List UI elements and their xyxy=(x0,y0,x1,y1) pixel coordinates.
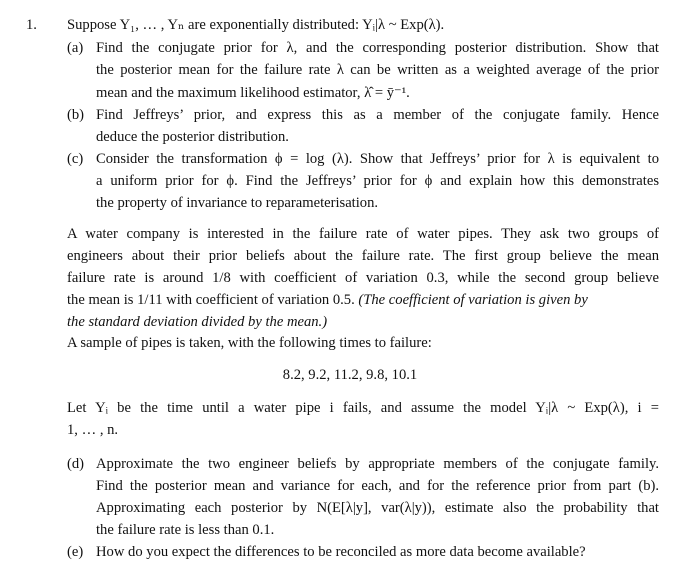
part-c-line-3: the property of invariance to reparameterisation. xyxy=(96,195,379,211)
paragraph-line-4-text: the mean is 1/11 with coefficient of variation 0.5. xyxy=(67,292,355,308)
sample-line: A sample of pipes is taken, with the following times to failure: xyxy=(67,335,432,351)
data-values: 8.2, 9.2, 11.2, 9.8, 10.1 xyxy=(282,367,418,383)
paragraph-italic-line: the standard deviation divided by the mean.) xyxy=(67,314,328,330)
part-c-line-1: Consider the transformation ϕ = log (λ). Show that Jeffreys’ prior for λ is equivalent to xyxy=(96,151,659,167)
paragraph-line-2: engineers about their prior beliefs about the failure rate. The first group believe the mean xyxy=(67,248,659,264)
part-a-line-3: mean and the maximum likelihood estimator, λ̂ = ȳ⁻¹. xyxy=(96,85,410,101)
part-b-line-2: deduce the posterior distribution. xyxy=(96,129,289,145)
part-d-line-4: the failure rate is less than 0.1. xyxy=(96,522,275,538)
part-b-label: (b) xyxy=(67,107,85,123)
part-a-line-1: Find the conjugate prior for λ, and the corresponding posterior distribution. Show that xyxy=(96,40,659,56)
paragraph-line-4 xyxy=(67,291,588,309)
question-number: 1. xyxy=(26,17,37,33)
part-d-line-1: Approximate the two engineer beliefs by appropriate members of the conjugate family. xyxy=(96,456,659,472)
part-a-label: (a) xyxy=(67,40,84,56)
part-d-line-2: Find the posterior mean and variance for each, and for the reference prior from part (b). xyxy=(96,478,659,494)
question-intro: Suppose Y₁, … , Yₙ are exponentially distributed: Yᵢ|λ ~ Exp(λ). xyxy=(67,17,445,33)
paragraph-line-1: A water company is interested in the failure rate of water pipes. They ask two groups of xyxy=(67,226,659,242)
part-c-label: (c) xyxy=(67,151,84,167)
part-e-label: (e) xyxy=(67,544,84,560)
part-a-line-2: the posterior mean for the failure rate λ can be written as a weighted average of the prior xyxy=(96,62,659,78)
paragraph-line-3: failure rate is around 1/8 with coefficient of variation 0.3, while the second group believe xyxy=(67,270,659,286)
model-line-1: Let Yᵢ be the time until a water pipe i fails, and assume the model Yᵢ|λ ~ Exp(λ), i = xyxy=(67,400,659,416)
part-e-line-1: How do you expect the differences to be reconciled as more data become available? xyxy=(96,544,586,560)
model-line-2: 1, … , n. xyxy=(67,422,119,438)
paragraph-italic-note: (The coefficient of variation is given by xyxy=(358,292,588,308)
part-d-line-3: Approximating each posterior by N(E[λ|y], var(λ|y)), estimate also the probability that xyxy=(96,500,659,516)
part-b-line-1: Find Jeffreys’ prior, and express this as a member of the conjugate family. Hence xyxy=(96,107,659,123)
part-d-label: (d) xyxy=(67,456,85,472)
part-c-line-2: a uniform prior for ϕ. Find the Jeffreys’ prior for ϕ and explain how this demonstrates xyxy=(96,173,659,189)
